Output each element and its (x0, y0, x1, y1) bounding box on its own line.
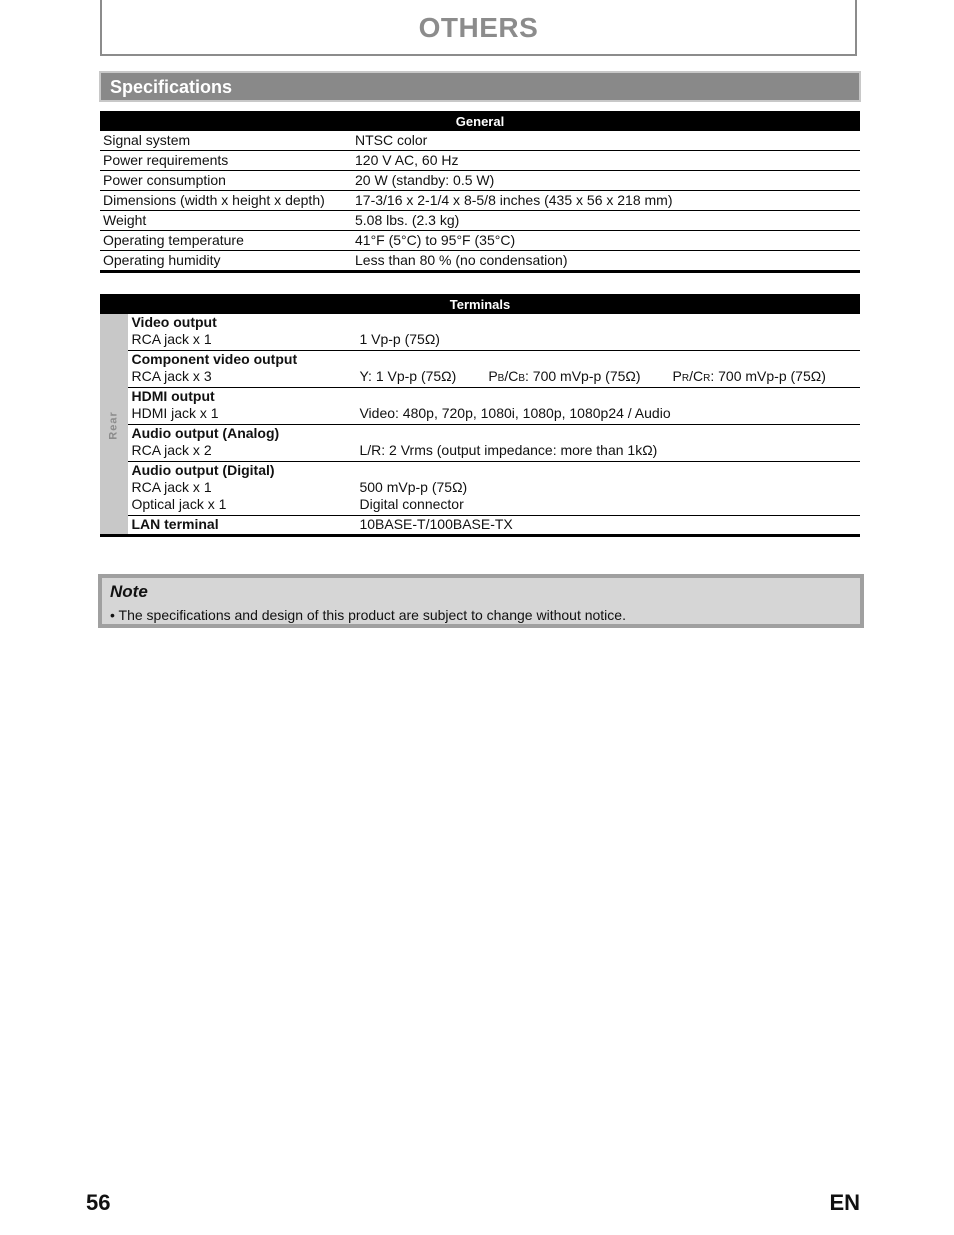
terminal-jack: RCA jack x 1 (131, 479, 212, 495)
note-box (98, 574, 864, 628)
component-pb: PB/CB: 700 mVp-p (75Ω) (488, 368, 641, 384)
terminal-title: Video output (131, 314, 217, 330)
note-text (110, 607, 626, 623)
bullet: • (110, 607, 115, 623)
terminal-name (128, 516, 356, 536)
general-table (100, 111, 860, 273)
spec-label: Operating temperature (100, 231, 352, 251)
terminal-jack: HDMI jack x 1 (131, 405, 219, 421)
note-body: The specifications and design of this product are subject to change without notice. (118, 607, 626, 623)
table-row (100, 211, 860, 231)
terminal-value (356, 388, 860, 425)
spec-value: 41°F (5°C) to 95°F (35°C) (352, 231, 860, 251)
terminal-title: Audio output (Analog) (131, 425, 280, 441)
terminal-spec: 1 Vp-p (75Ω) (359, 331, 440, 347)
terminal-jack: Optical jack x 1 (131, 496, 227, 512)
terminal-spec: 10BASE-T/100BASE-TX (359, 516, 513, 532)
table-row (100, 462, 860, 516)
note-title: Note (110, 582, 148, 601)
table-row (100, 314, 860, 351)
table-row (100, 516, 860, 536)
spec-label: Dimensions (width x height x depth) (100, 191, 352, 211)
terminal-name (128, 388, 356, 425)
table-row (100, 388, 860, 425)
spec-value: Less than 80 % (no condensation) (352, 251, 860, 272)
terminals-heading: Terminals (100, 294, 860, 314)
terminal-value (356, 314, 860, 351)
section-title: Specifications (110, 77, 233, 97)
language-code: EN (829, 1190, 860, 1215)
spec-value: 20 W (standby: 0.5 W) (352, 171, 860, 191)
spec-label: Weight (100, 211, 352, 231)
terminal-value (356, 516, 860, 536)
table-row (100, 191, 860, 211)
terminal-value (356, 351, 860, 388)
spec-value: 5.08 lbs. (2.3 kg) (352, 211, 860, 231)
terminal-name (128, 425, 356, 462)
terminal-spec (359, 368, 857, 387)
general-heading: General (100, 111, 860, 131)
section-bar (99, 71, 861, 102)
table-row (100, 171, 860, 191)
terminal-title: HDMI output (131, 388, 215, 404)
terminal-value (356, 425, 860, 462)
table-row (100, 351, 860, 388)
spec-value: 120 V AC, 60 Hz (352, 151, 860, 171)
terminal-jack: RCA jack x 2 (131, 442, 212, 458)
rear-label-text: Rear (107, 410, 120, 440)
terminal-jack: RCA jack x 3 (131, 368, 212, 384)
terminal-spec: L/R: 2 Vrms (output impedance: more than 1kΩ) (359, 442, 658, 458)
spec-label: Power consumption (100, 171, 352, 191)
terminal-name (128, 462, 356, 516)
table-row (100, 231, 860, 251)
header-box (100, 0, 857, 56)
terminal-name (128, 351, 356, 388)
table-row (100, 131, 860, 151)
terminal-title: Component video output (131, 351, 298, 367)
spec-label: Signal system (100, 131, 352, 151)
spec-value: NTSC color (352, 131, 860, 151)
terminal-title: LAN terminal (131, 516, 219, 532)
table-row (100, 151, 860, 171)
table-row (100, 425, 860, 462)
terminal-value (356, 462, 860, 516)
terminal-spec: Video: 480p, 720p, 1080i, 1080p, 1080p24 / Audio (359, 405, 671, 421)
page-number: 56 (86, 1190, 111, 1215)
terminal-spec: 500 mVp-p (75Ω) (359, 479, 468, 495)
spec-value: 17-3/16 x 2-1/4 x 8-5/8 inches (435 x 56 x 218 mm) (352, 191, 860, 211)
component-pr: PR/CR: 700 mVp-p (75Ω) (672, 368, 826, 384)
terminal-jack: RCA jack x 1 (131, 331, 212, 347)
table-row (100, 251, 860, 272)
component-y: Y: 1 Vp-p (75Ω) (359, 368, 457, 384)
terminal-spec: Digital connector (359, 496, 464, 512)
spec-label: Operating humidity (100, 251, 352, 272)
spec-label: Power requirements (100, 151, 352, 171)
terminal-name (128, 314, 356, 351)
page-title: OTHERS (418, 12, 539, 43)
rear-side-label (100, 314, 128, 536)
terminals-table (100, 294, 860, 537)
terminal-title: Audio output (Digital) (131, 462, 275, 478)
